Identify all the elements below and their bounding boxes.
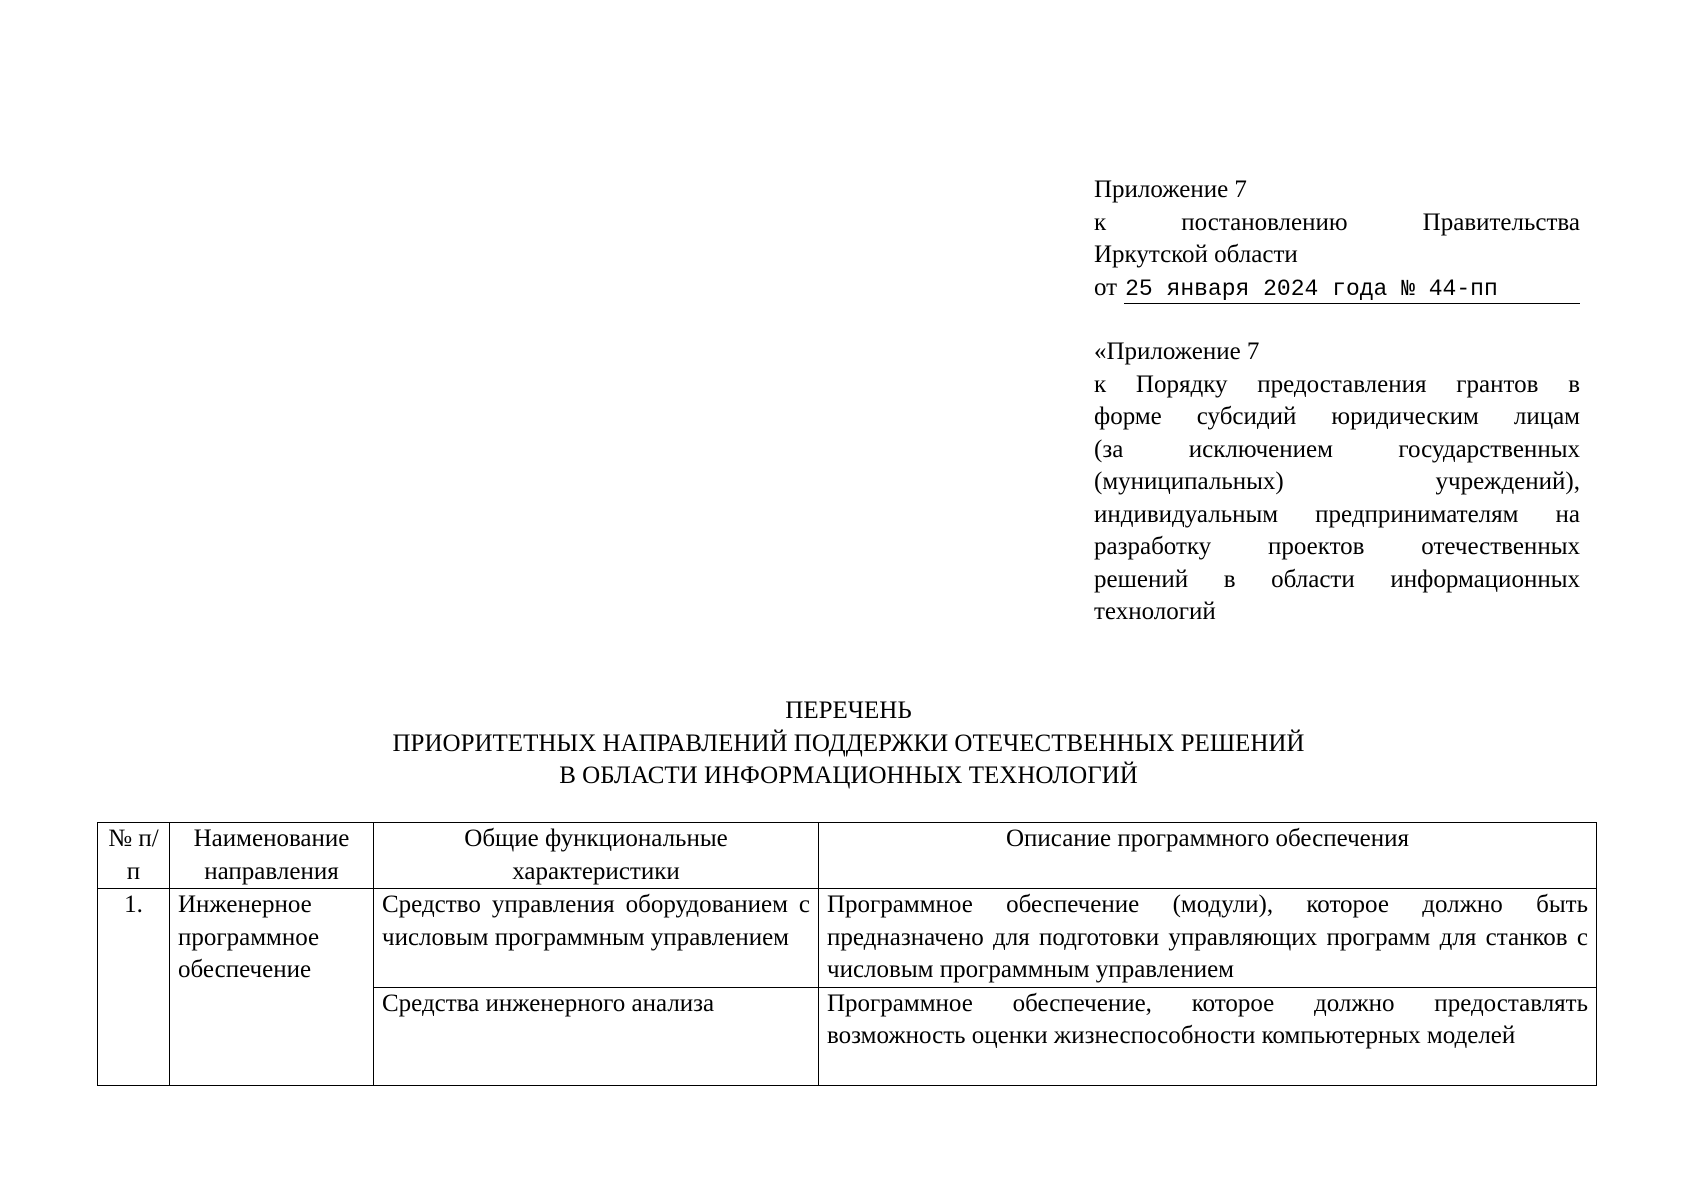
header-characteristics: Общие функциональные характеристики <box>374 823 819 889</box>
date-underline <box>1124 303 1580 304</box>
date-prefix: от <box>1094 273 1118 301</box>
title-line-2: ПРИОРИТЕТНЫХ НАПРАВЛЕНИЙ ПОДДЕРЖКИ ОТЕЧЕСТВЕННЫХ РЕШЕНИЙ <box>392 729 1305 757</box>
row-name: Инженерное программное обеспечение <box>170 889 374 1086</box>
decree-word: постановлению <box>1181 208 1348 236</box>
title-line-3: В ОБЛАСТИ ИНФОРМАЦИОННЫХ ТЕХНОЛОГИЙ <box>559 762 1138 789</box>
table-header-row <box>98 823 1597 889</box>
quoted-appendix-line: форме субсидий юридическим лицам <box>1094 403 1580 430</box>
decree-date-line <box>1094 272 1580 306</box>
header-name: Наименование направления <box>170 823 374 889</box>
priority-directions-table <box>97 822 1597 1086</box>
quoted-appendix-title: «Приложение 7 <box>1094 338 1260 365</box>
decree-gov: Правительства <box>1422 208 1580 236</box>
quoted-appendix-line: (муниципальных) учреждений), <box>1094 468 1580 495</box>
quoted-appendix-line: решений в области информационных <box>1094 565 1580 593</box>
quoted-appendix-line: технологий <box>1094 598 1216 625</box>
row-description: Программное обеспечение (модули), которое должно быть предназначено для подготовки управляющих программ для станков с числовым программным управлением <box>819 889 1597 988</box>
table-row <box>98 889 1597 988</box>
quoted-appendix-header <box>1094 336 1580 629</box>
header-description: Описание программного обеспечения <box>819 823 1597 889</box>
row-description: Программное обеспечение, которое должно предоставлять возможность оценки жизнеспособности компьютерных моделей <box>819 987 1597 1085</box>
quoted-appendix-line: к Порядку предоставления грантов в <box>1094 370 1580 398</box>
decree-k: к <box>1094 208 1107 236</box>
row-characteristic: Средство управления оборудованием с числовым программным управлением <box>374 889 819 988</box>
row-num: 1. <box>98 889 170 1086</box>
document-title <box>0 695 1697 793</box>
decree-line <box>1094 207 1580 240</box>
appendix-header <box>1094 174 1580 305</box>
quoted-appendix-line: разработку проектов отечественных <box>1094 533 1580 560</box>
quoted-appendix-line: (за исключением государственных <box>1094 435 1580 463</box>
appendix-title: Приложение 7 <box>1094 176 1247 203</box>
header-num: № п/п <box>98 823 170 889</box>
quoted-appendix-line: индивидуальным предпринимателям на <box>1094 500 1580 528</box>
row-characteristic: Средства инженерного анализа <box>374 987 819 1085</box>
region-line: Иркутской области <box>1094 241 1298 268</box>
title-line-1: ПЕРЕЧЕНЬ <box>785 697 912 724</box>
decree-date: 25 января 2024 года № 44-пп <box>1125 275 1498 302</box>
